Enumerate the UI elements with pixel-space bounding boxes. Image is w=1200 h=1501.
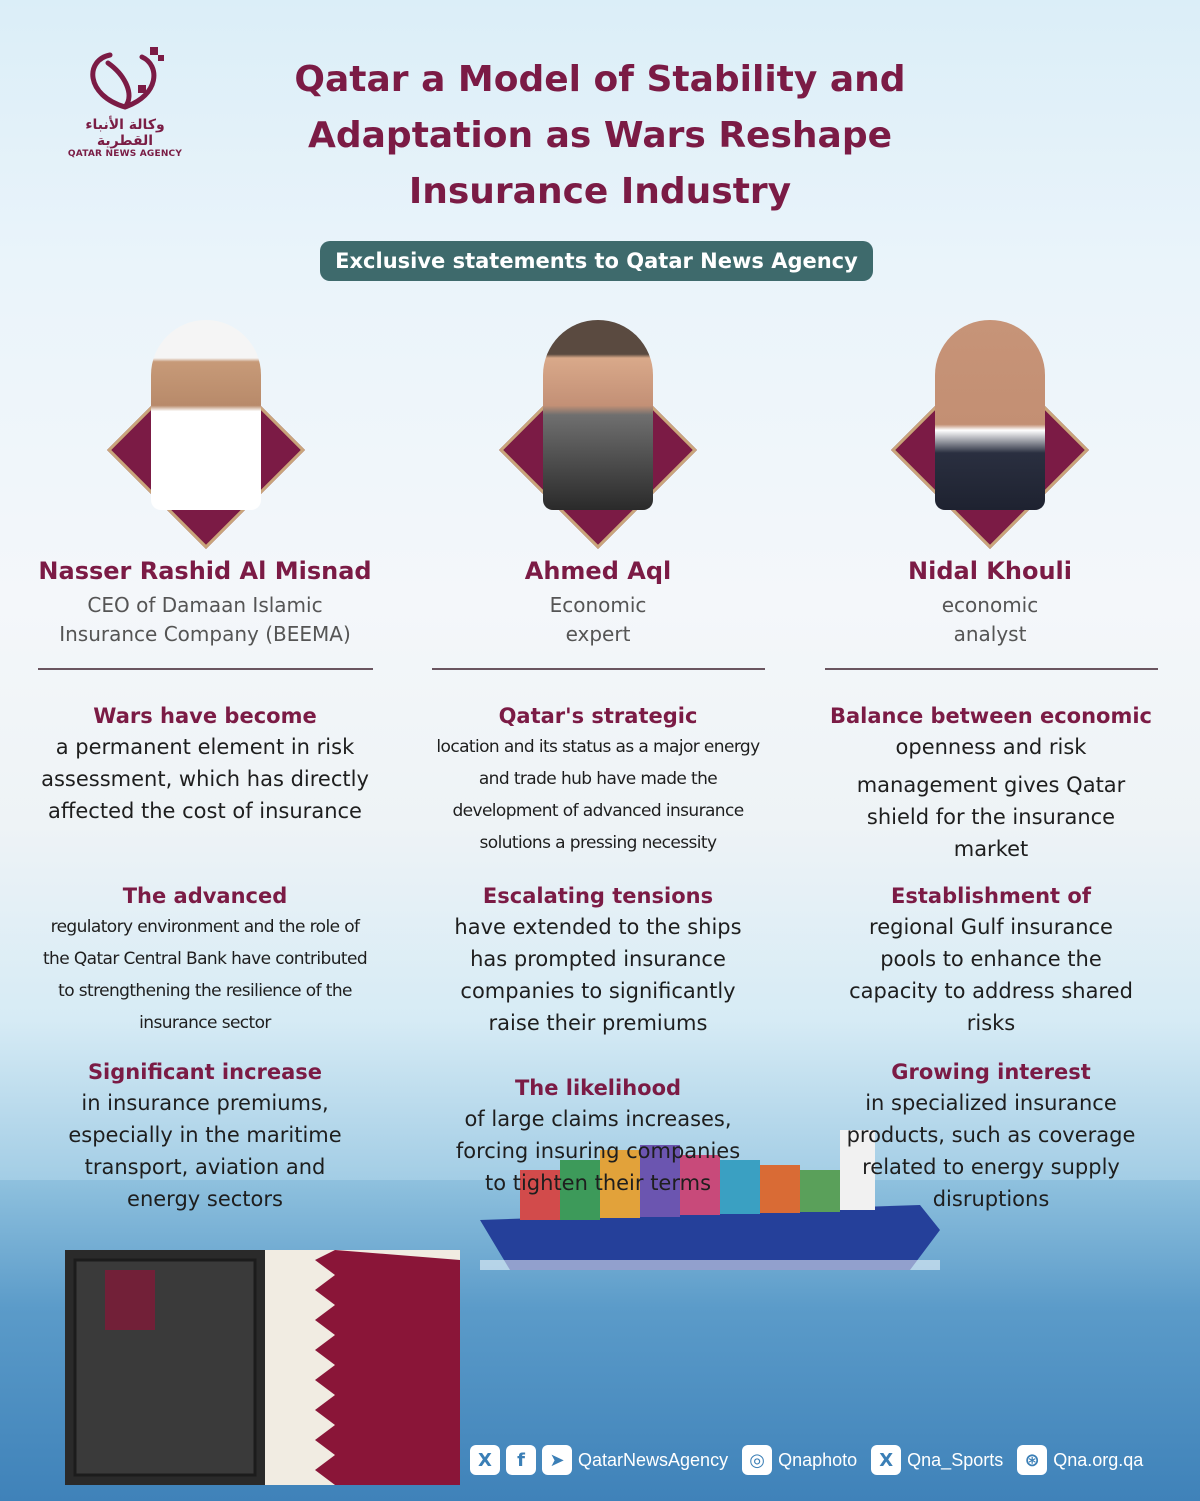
divider bbox=[825, 668, 1158, 670]
statement bbox=[806, 1057, 1176, 1215]
statement-line: companies to significantly bbox=[460, 979, 736, 1003]
statement-line: to strengthening the resilience of the bbox=[58, 981, 352, 1001]
statement-line: regulatory environment and the role of bbox=[50, 917, 360, 937]
facebook-icon[interactable]: f bbox=[506, 1445, 536, 1475]
person-card bbox=[25, 557, 385, 649]
role-line: economic bbox=[941, 593, 1039, 617]
statement-heading: Establishment of bbox=[891, 884, 1091, 908]
statement-line: transport, aviation and bbox=[84, 1155, 326, 1179]
statement-line: solutions a pressing necessity bbox=[479, 833, 717, 853]
statement-line: has prompted insurance bbox=[470, 947, 726, 971]
statement bbox=[806, 881, 1176, 1039]
person-card bbox=[810, 557, 1170, 649]
statement-line: assessment, which has directly bbox=[41, 767, 369, 791]
statement-line: to tighten their terms bbox=[484, 1171, 712, 1195]
statement-heading: The likelihood bbox=[514, 1076, 682, 1100]
statement-line: related to energy supply bbox=[862, 1155, 1120, 1179]
person-name: Nidal Khouli bbox=[908, 557, 1072, 585]
x-sports-icon[interactable]: X bbox=[871, 1445, 901, 1475]
statement-line: in specialized insurance bbox=[865, 1091, 1117, 1115]
statement-line: affected the cost of insurance bbox=[48, 799, 362, 823]
website-icon[interactable]: ⊛ bbox=[1017, 1445, 1047, 1475]
statement-heading: Significant increase bbox=[87, 1060, 323, 1084]
qna-logo-icon bbox=[80, 45, 170, 115]
instagram-icon[interactable]: ◎ bbox=[742, 1445, 772, 1475]
qna-logo bbox=[60, 45, 190, 159]
statement-line: openness and risk bbox=[895, 735, 1087, 759]
statement-heading: Growing interest bbox=[891, 1060, 1091, 1084]
title-line: Qatar a Model of Stability and bbox=[294, 59, 906, 100]
person-role bbox=[418, 591, 778, 649]
person-role bbox=[25, 591, 385, 649]
person-name: Ahmed Aql bbox=[524, 557, 672, 585]
statement-line: have extended to the ships bbox=[454, 915, 742, 939]
person-card bbox=[418, 557, 778, 649]
exclusive-badge: Exclusive statements to Qatar News Agency bbox=[320, 241, 873, 281]
statement-line: in insurance premiums, bbox=[81, 1091, 329, 1115]
role-line: analyst bbox=[953, 622, 1027, 646]
statement-line: capacity to address shared bbox=[849, 979, 1133, 1003]
statement-line: pools to enhance the bbox=[880, 947, 1102, 971]
divider bbox=[432, 668, 765, 670]
role-line: Economic bbox=[549, 593, 647, 617]
statement-line: forcing insuring companies bbox=[455, 1139, 741, 1163]
statement bbox=[413, 1073, 783, 1199]
statement bbox=[806, 701, 1176, 865]
statement-heading: Escalating tensions bbox=[482, 884, 714, 908]
statement-line: market bbox=[953, 837, 1029, 861]
qatar-flag-container-image bbox=[65, 1240, 460, 1485]
statement bbox=[20, 701, 390, 827]
statement-heading: Qatar's strategic bbox=[498, 704, 698, 728]
statement-line: insurance sector bbox=[139, 1013, 271, 1033]
portrait-photo bbox=[543, 320, 653, 510]
logo-english-text: QATAR NEWS AGENCY bbox=[67, 149, 183, 159]
statement-line: shield for the insurance bbox=[866, 805, 1116, 829]
portrait-ahmed bbox=[498, 320, 698, 540]
divider bbox=[38, 668, 373, 670]
statement-heading: Wars have become bbox=[93, 704, 317, 728]
portrait-nasser bbox=[106, 320, 306, 540]
statement-line: and trade hub have made the bbox=[478, 769, 718, 789]
statement bbox=[20, 1057, 390, 1215]
statement bbox=[413, 701, 783, 859]
statement bbox=[20, 881, 390, 1039]
statement-line: disruptions bbox=[932, 1187, 1050, 1211]
social-handle-link[interactable]: QatarNewsAgency bbox=[578, 1449, 729, 1470]
website-link[interactable]: Qna.org.qa bbox=[1053, 1449, 1144, 1470]
instagram-handle-link[interactable]: Qnaphoto bbox=[778, 1449, 858, 1470]
statement-line: especially in the maritime bbox=[68, 1123, 342, 1147]
page-title bbox=[250, 52, 950, 220]
statement-heading: Balance between economic bbox=[830, 704, 1152, 728]
sports-handle-link[interactable]: Qna_Sports bbox=[907, 1449, 1004, 1470]
person-name: Nasser Rashid Al Misnad bbox=[38, 557, 372, 585]
title-line: Adaptation as Wars Reshape bbox=[308, 115, 892, 156]
portrait-photo bbox=[935, 320, 1045, 510]
statement bbox=[413, 881, 783, 1039]
title-line: Insurance Industry bbox=[408, 171, 792, 212]
statement-line: risks bbox=[966, 1011, 1016, 1035]
statement-line: location and its status as a major energy bbox=[436, 737, 760, 757]
role-line: CEO of Damaan Islamic bbox=[87, 593, 323, 617]
role-line: Insurance Company (BEEMA) bbox=[59, 622, 351, 646]
statement-line: a permanent element in risk bbox=[55, 735, 355, 759]
statement-line: products, such as coverage bbox=[846, 1123, 1136, 1147]
portrait-nidal bbox=[890, 320, 1090, 540]
person-role bbox=[810, 591, 1170, 649]
logo-arabic-text: وكالة الأنباء القطرية bbox=[85, 117, 165, 149]
portrait-photo bbox=[151, 320, 261, 510]
x-icon[interactable]: X bbox=[470, 1445, 500, 1475]
statement-line: of large claims increases, bbox=[464, 1107, 732, 1131]
statement-line: regional Gulf insurance bbox=[869, 915, 1113, 939]
social-footer bbox=[470, 1443, 1151, 1477]
statement-line: development of advanced insurance bbox=[452, 801, 744, 821]
statement-line: energy sectors bbox=[127, 1187, 283, 1211]
statement-line: raise their premiums bbox=[488, 1011, 708, 1035]
statement-line: management gives Qatar bbox=[856, 773, 1126, 797]
telegram-icon[interactable]: ➤ bbox=[542, 1445, 572, 1475]
statement-line: the Qatar Central Bank have contributed bbox=[42, 949, 368, 969]
statement-heading: The advanced bbox=[122, 884, 288, 908]
role-line: expert bbox=[565, 622, 631, 646]
